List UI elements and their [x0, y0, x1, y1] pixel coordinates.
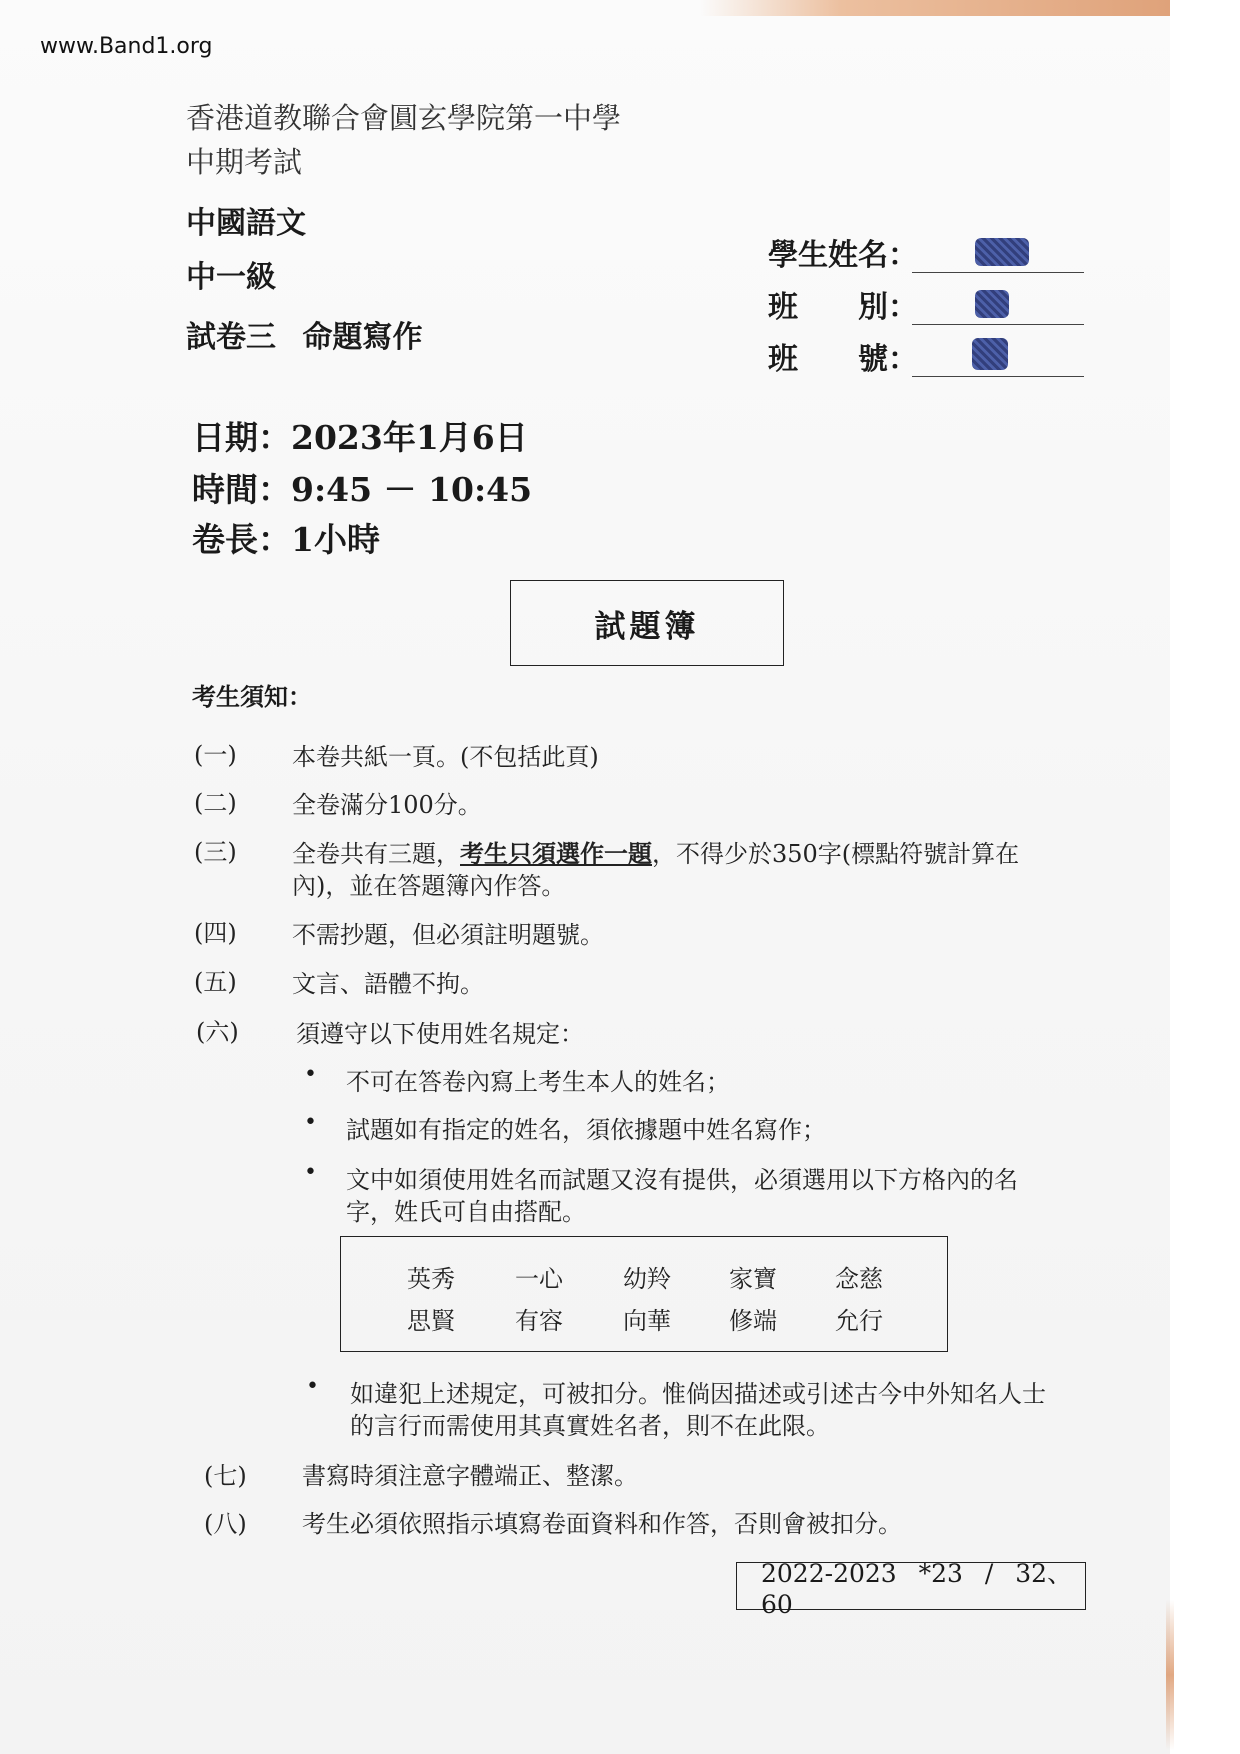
scan-edge-top [700, 0, 1170, 16]
item-text-continued: 內)，並在答題簿內作答。 [292, 872, 566, 900]
allowed-name: 思賢 [407, 1307, 455, 1335]
student-name-line [912, 272, 1084, 273]
item-text: 全卷滿分100分。 [292, 791, 482, 819]
paper-title: 試卷三 命題寫作 [186, 320, 423, 355]
rule-text: 不可在答卷內寫上考生本人的姓名； [346, 1068, 730, 1096]
class-number-label: 班 號： [768, 342, 918, 377]
redaction-mark [972, 338, 1008, 370]
allowed-name: 允行 [835, 1307, 883, 1335]
item-number: (四) [194, 919, 237, 947]
subject-title: 中國語文 [186, 206, 306, 241]
bullet-icon: • [304, 1160, 317, 1185]
item-number: (二) [194, 789, 237, 817]
allowed-name: 一心 [515, 1265, 563, 1293]
paper-code: 2022-2023 *23 / 32、60 [761, 1558, 1073, 1619]
class-number-line [912, 376, 1084, 377]
allowed-name: 有容 [515, 1307, 563, 1335]
notice-title: 考生須知： [192, 682, 312, 711]
exam-name: 中期考試 [186, 145, 303, 179]
allowed-name: 念慈 [835, 1265, 883, 1293]
item-text-part: ，不得少於350字(標點符號計算在 [652, 840, 1020, 868]
item-text-part: 全卷共有三題， [292, 840, 460, 868]
allowed-names-box [340, 1236, 948, 1352]
student-name-label: 學生姓名： [768, 238, 918, 273]
item-number: (一) [194, 741, 237, 769]
class-label: 班 別： [768, 290, 918, 325]
item-text: 文言、語體不拘。 [292, 970, 484, 998]
rule-text: 試題如有指定的姓名，須依據題中姓名寫作； [346, 1116, 826, 1144]
exam-date: 日期：2023年1月6日 [192, 418, 528, 457]
scan-margin [1170, 0, 1240, 1754]
scan-edge-right [1166, 1600, 1174, 1750]
item-number: (七) [204, 1462, 247, 1490]
item-number: (六) [196, 1018, 239, 1046]
item-text [292, 834, 1019, 869]
item-text: 考生必須依照指示填寫卷面資料和作答，否則會被扣分。 [302, 1510, 902, 1538]
school-name: 香港道教聯合會圓玄學院第一中學 [186, 101, 622, 135]
item-text: 本卷共紙一頁。(不包括此頁) [292, 743, 599, 771]
exam-duration: 卷長：1小時 [192, 520, 380, 559]
exam-time: 時間：9:45 － 10:45 [192, 470, 533, 509]
question-booklet-label [510, 580, 784, 666]
class-line [912, 324, 1084, 325]
rule-text: 如違犯上述規定，可被扣分。惟倘因描述或引述古今中外知名人士 [350, 1380, 1046, 1408]
allowed-name: 幼羚 [623, 1265, 671, 1293]
allowed-name: 向華 [623, 1307, 671, 1335]
bullet-icon: • [306, 1374, 319, 1399]
allowed-name: 英秀 [407, 1265, 455, 1293]
allowed-name: 修端 [729, 1307, 777, 1335]
item-number: (八) [204, 1510, 247, 1538]
redaction-mark [975, 290, 1009, 318]
question-booklet-text: 試題簿 [594, 608, 700, 645]
bullet-icon: • [304, 1110, 317, 1135]
item-text: 書寫時須注意字體端正、整潔。 [302, 1462, 638, 1490]
grade-level: 中一級 [186, 260, 276, 295]
item-text-emphasis: 考生只須選作一題 [460, 839, 652, 868]
item-text: 須遵守以下使用姓名規定： [296, 1020, 584, 1048]
allowed-name: 家寶 [729, 1265, 777, 1293]
watermark-url: www.Band1.org [40, 34, 213, 59]
item-number: (三) [194, 838, 237, 866]
item-number: (五) [194, 968, 237, 996]
rule-text-continued: 的言行而需使用其真實姓名者，則不在此限。 [350, 1412, 830, 1440]
bullet-icon: • [304, 1062, 317, 1087]
rule-text: 文中如須使用姓名而試題又沒有提供，必須選用以下方格內的名 [346, 1166, 1018, 1194]
rule-text-continued: 字，姓氏可自由搭配。 [346, 1198, 586, 1226]
item-text: 不需抄題，但必須註明題號。 [292, 921, 604, 949]
paper-code-box [736, 1558, 1086, 1619]
redaction-mark [975, 238, 1029, 266]
